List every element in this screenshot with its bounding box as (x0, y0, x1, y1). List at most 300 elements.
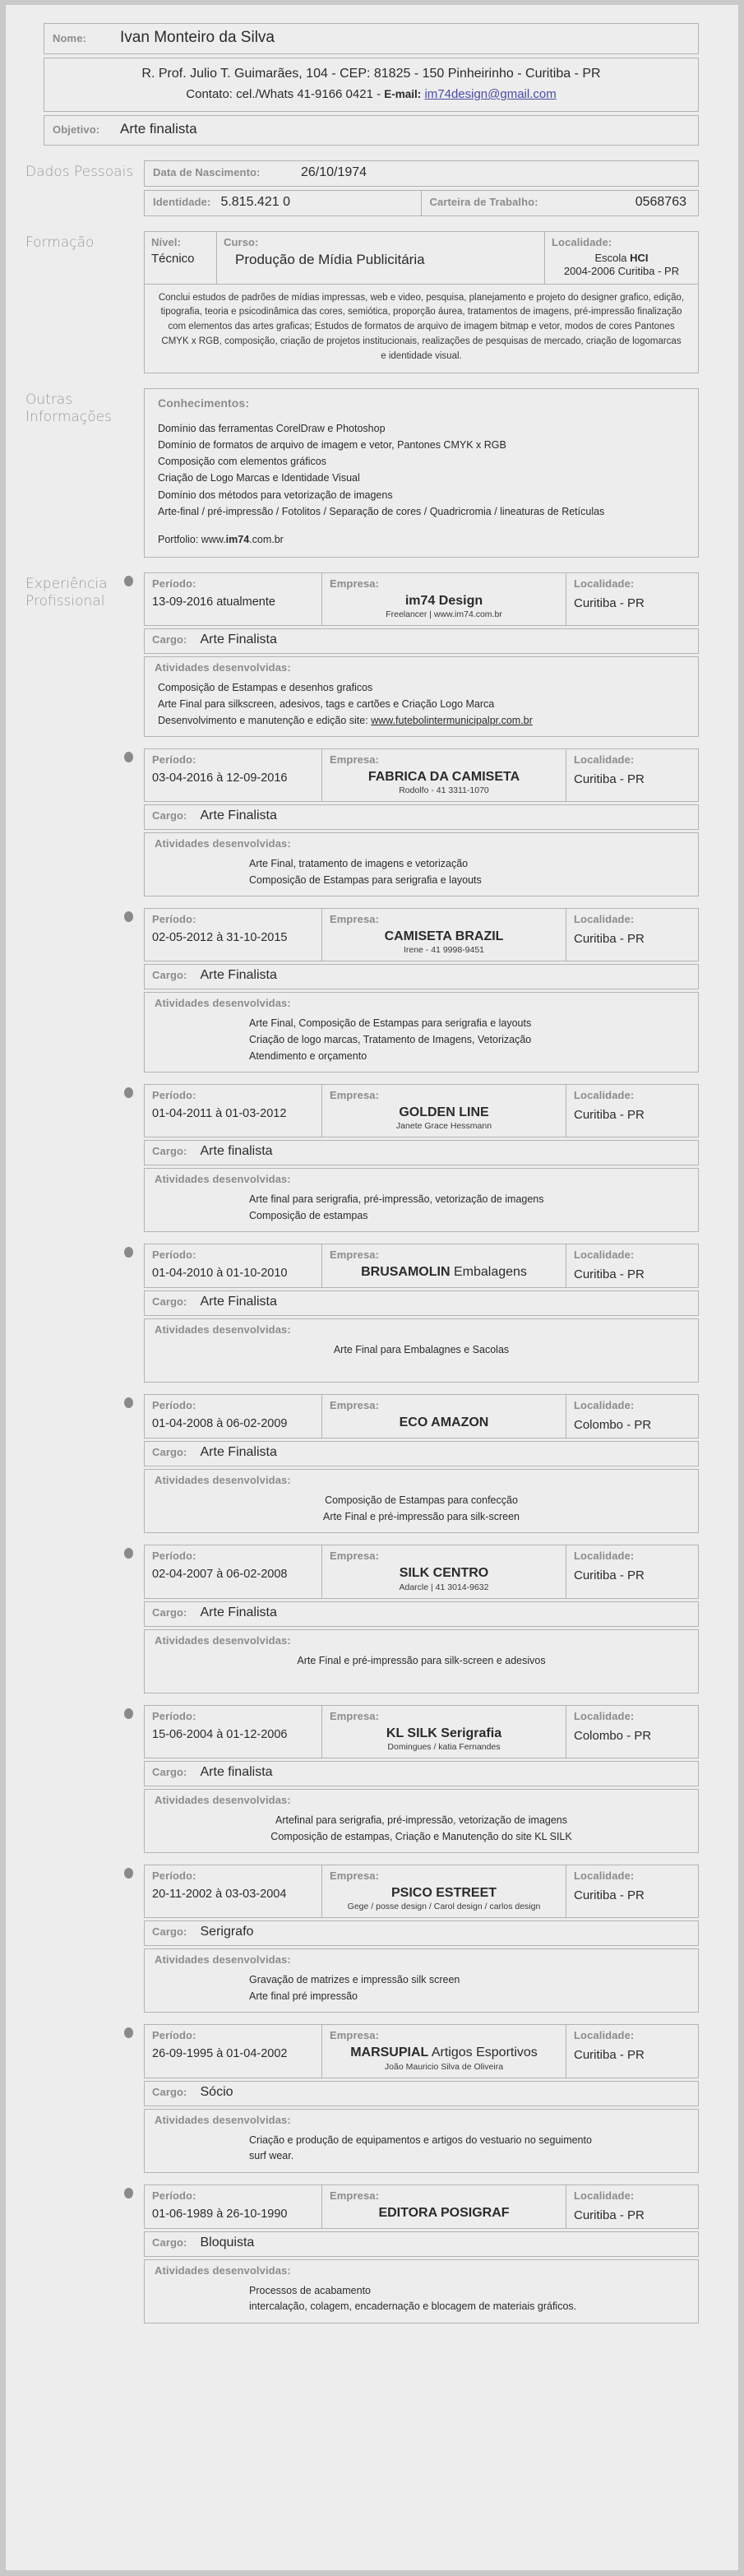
job-header-row (144, 572, 699, 626)
contact-phone-text: Contato: cel./Whats 41-9166 0421 - (186, 87, 385, 101)
job-periodo-cell (145, 573, 322, 625)
periodo-label: Período: (152, 577, 196, 591)
section-dados-pessoais (22, 160, 722, 216)
empresa-label: Empresa: (330, 1869, 380, 1882)
atividades-label: Atividades desenvolvidas: (155, 2263, 291, 2277)
curso-label: Curso: (224, 236, 259, 248)
cargo-label: Cargo: (152, 1145, 187, 1158)
atividades-list (155, 1342, 688, 1359)
activity-line (155, 1342, 688, 1359)
activity-link[interactable]: www.futebolintermunicipalpr.com.br (371, 714, 533, 726)
cargo-value: Arte finalista (200, 1764, 273, 1779)
atividades-label: Atividades desenvolvidas: (155, 661, 291, 674)
periodo-value: 01-04-2011 à 01-03-2012 (152, 1106, 287, 1120)
cargo-label: Cargo: (152, 1605, 187, 1619)
cargo-value: Arte Finalista (200, 808, 277, 823)
job-bullet-icon (124, 2188, 133, 2198)
periodo-value: 01-04-2008 à 06-02-2009 (152, 1417, 288, 1431)
cargo-label: Cargo: (152, 633, 187, 646)
job-cargo-row (144, 2081, 699, 2106)
activity-text: Composição de Estampas para confecção (325, 1494, 518, 1507)
activity-line (155, 1653, 688, 1670)
activity-line (155, 1493, 688, 1509)
address-line: R. Prof. Julio T. Guimarães, 104 - CEP: 81825 - 150 Pinheirinho - Curitiba - PR (141, 67, 601, 81)
job-entry (144, 1394, 699, 1533)
empresa-label: Empresa: (330, 2189, 380, 2202)
periodo-label: Período: (152, 753, 196, 766)
cargo-value: Serigrafo (200, 1925, 254, 1939)
localidade-value: Curitiba - PR (574, 1568, 645, 1583)
job-localidade-cell (566, 1545, 698, 1597)
identity-row (144, 190, 699, 216)
job-entry (144, 1865, 699, 2013)
job-entry (144, 1545, 699, 1693)
periodo-value: 15-06-2004 à 01-12-2006 (152, 1727, 288, 1741)
job-bullet-icon (124, 1247, 133, 1258)
localidade-label: Localidade: (574, 1088, 635, 1101)
job-header-row (144, 1705, 699, 1758)
birth-value: 26/10/1974 (301, 165, 367, 179)
localidade-label: Localidade: (574, 1709, 635, 1722)
activity-line (249, 1972, 688, 1989)
job-atividades-row (144, 1789, 699, 1853)
job-localidade-cell (566, 1085, 698, 1137)
job-entry (144, 2024, 699, 2172)
cargo-label: Cargo: (152, 1925, 187, 1939)
conhecimento-item: Domínio das ferramentas CorelDraw e Photoshop (158, 422, 386, 434)
portfolio-domain: im74 (225, 534, 250, 546)
experiencia-job-list (144, 572, 722, 2335)
activity-line (249, 2133, 688, 2149)
job-atividades-row (144, 832, 699, 897)
curso-cell (217, 232, 545, 284)
empresa-name (330, 591, 558, 609)
activity-text: Arte Final, tratamento de imagens e vetorização (249, 858, 469, 870)
conhecimentos-title: Conhecimentos: (158, 396, 250, 410)
periodo-label: Período: (152, 1709, 196, 1722)
formacao-description: Conclui estudos de padrões de mídias impressas, web e video, pesquisa, planejamento e projeto do designer grafico, edição, tipografia, teoria e psicodinâmica das cores, semiótica, proporção áurea, tratamentos de imagens, pré-impressão finalização com elementos das artes graficas; Estudos de formatos de arquivo de imagem bitmap e vetor, modos de cores Pantones CMYK x RGB, composição, criação de projetos institucionais, realizações de pesquisas de mercado, criação de logomarcas e identidade visual. (158, 292, 685, 361)
job-periodo-cell (145, 749, 322, 801)
job-localidade-cell (566, 1865, 698, 1917)
formacao-header-row (145, 232, 698, 285)
job-periodo-cell (145, 1865, 322, 1917)
activity-text: Desenvolvimento e manutenção e edição site: (158, 714, 372, 726)
activity-text: Atendimento e orçamento (249, 1049, 367, 1062)
cargo-value: Arte Finalista (200, 968, 277, 983)
dados-pessoais-body (144, 160, 722, 216)
section-outras-informacoes (22, 388, 722, 558)
job-empresa-cell (322, 1706, 566, 1758)
empresa-contact: Domingues / katia Fernandes (387, 1741, 501, 1752)
work-card-cell (422, 191, 699, 215)
job-periodo-cell (145, 2185, 322, 2228)
empresa-contact: Adarcle | 41 3014-9632 (399, 1582, 489, 1592)
formacao-caption: Formação (25, 234, 95, 251)
job-localidade-cell (566, 1706, 698, 1758)
activity-line (249, 1032, 688, 1049)
activity-text: Criação e produção de equipamentos e artigos do vestuario no seguimento (249, 2134, 592, 2146)
empresa-name (330, 1883, 558, 1901)
job-localidade-cell (566, 2185, 698, 2228)
job-header-row (144, 748, 699, 802)
cargo-value: Sócio (200, 2084, 233, 2099)
activity-line (155, 1829, 688, 1846)
localidade-label: Localidade: (574, 2189, 635, 2202)
experiencia-caption-line2: Profissional (25, 593, 105, 610)
formacao-localidade-cell (545, 232, 698, 284)
conhecimentos-list (158, 420, 686, 521)
contact-line (54, 87, 688, 101)
job-localidade-cell (566, 1395, 698, 1438)
job-cargo-row (144, 1441, 699, 1466)
atividades-list (155, 1016, 688, 1064)
atividades-list (155, 1192, 688, 1225)
activity-text: Arte final pré impressão (249, 1990, 358, 2003)
conhecimento-item: Domínio de formatos de arquivo de imagem e vetor, Pantones CMYK x RGB (158, 438, 506, 451)
cargo-label: Cargo: (152, 2235, 187, 2249)
job-periodo-cell (145, 1545, 322, 1597)
school-period: 2004-2006 Curitiba - PR (563, 265, 680, 278)
localidade-value: Curitiba - PR (574, 1267, 645, 1282)
empresa-contact: Rodolfo - 41 3311-1070 (399, 785, 489, 796)
periodo-value: 26-09-1995 à 01-04-2002 (152, 2047, 288, 2061)
job-cargo-row (144, 628, 699, 654)
portfolio-suffix: .com.br (249, 534, 284, 546)
job-empresa-cell (322, 909, 566, 961)
job-header-row (144, 1545, 699, 1598)
activity-line (249, 1192, 688, 1208)
localidade-value: Curitiba - PR (574, 1888, 645, 1902)
job-entry (144, 748, 699, 897)
empresa-label: Empresa: (330, 1709, 380, 1722)
job-header-row (144, 2024, 699, 2078)
activity-text: Composição de estampas (249, 1209, 368, 1221)
periodo-label: Período: (152, 2029, 196, 2042)
job-atividades-row (144, 1948, 699, 2013)
atividades-list (155, 1813, 688, 1846)
activity-line (158, 680, 688, 697)
periodo-value: 01-04-2010 à 01-10-2010 (152, 1267, 288, 1281)
empresa-contact: Freelancer | www.im74.com.br (386, 609, 502, 620)
job-empresa-cell (322, 1085, 566, 1137)
atividades-label: Atividades desenvolvidas: (155, 1474, 291, 1487)
job-cargo-row (144, 1140, 699, 1165)
job-entry (144, 572, 699, 737)
atividades-list (155, 2133, 688, 2166)
periodo-value: 02-04-2007 à 06-02-2008 (152, 1568, 288, 1582)
cargo-label: Cargo: (152, 2085, 187, 2098)
outras-informacoes-body (144, 388, 722, 558)
activity-text: surf wear. (249, 2150, 294, 2162)
empresa-name (330, 767, 558, 785)
empresa-contact: João Mauricio Silva de Oliveira (384, 2061, 504, 2072)
job-bullet-icon (124, 911, 133, 922)
cargo-label: Cargo: (152, 809, 187, 822)
activity-line (249, 1208, 688, 1225)
job-cargo-row (144, 1761, 699, 1786)
job-periodo-cell (145, 1395, 322, 1438)
job-atividades-row (144, 2109, 699, 2173)
activity-text: Arte Final para Embalagnes e Sacolas (333, 1344, 510, 1356)
cargo-value: Arte Finalista (200, 1295, 277, 1309)
activity-line (249, 2283, 688, 2300)
job-localidade-cell (566, 909, 698, 961)
school-prefix: Escola (594, 252, 631, 264)
job-header-row (144, 1865, 699, 1918)
periodo-label: Período: (152, 1249, 196, 1262)
localidade-value: Curitiba - PR (574, 2208, 645, 2222)
work-card-value: 0568763 (635, 195, 686, 209)
activity-text: Composição de Estampas e desenhos graficos (158, 682, 373, 694)
job-localidade-cell (566, 573, 698, 625)
job-entry (144, 908, 699, 1073)
empresa-contact: Janete Grace Hessmann (395, 1121, 492, 1132)
job-atividades-row (144, 1168, 699, 1232)
school-name: HCI (630, 252, 649, 264)
atividades-label: Atividades desenvolvidas: (155, 1323, 291, 1337)
job-cargo-row (144, 1290, 699, 1316)
localidade-value: Colombo - PR (574, 1418, 652, 1433)
activity-text: Composição de Estampas para serigrafia e layouts (249, 873, 482, 886)
job-bullet-icon (124, 1548, 133, 1559)
address-block (44, 58, 699, 112)
job-header-row (144, 1244, 699, 1288)
job-empresa-cell (322, 2185, 566, 2228)
empresa-label: Empresa: (330, 2029, 380, 2042)
activity-text: Composição de estampas, Criação e Manutenção do site KL SILK (270, 1830, 572, 1842)
job-empresa-cell (322, 1865, 566, 1917)
periodo-value: 01-06-1989 à 26-10-1990 (152, 2207, 288, 2221)
empresa-name-bold: FABRICA DA CAMISETA (367, 769, 520, 784)
formacao-box (144, 231, 699, 373)
job-empresa-cell (322, 1244, 566, 1287)
cargo-label: Cargo: (152, 1446, 187, 1459)
job-atividades-row (144, 2259, 699, 2323)
experiencia-caption-line1: Experiência (25, 576, 108, 593)
empresa-label: Empresa: (330, 1550, 380, 1563)
activity-text: Arte Final para silkscreen, adesivos, tags e cartões e Criação Logo Marca (158, 698, 495, 711)
localidade-label: Localidade: (574, 577, 635, 591)
localidade-label: Localidade: (574, 2029, 635, 2042)
periodo-value: 20-11-2002 à 03-03-2004 (152, 1887, 287, 1901)
cargo-value: Bloquista (200, 2235, 255, 2249)
job-header-row (144, 1394, 699, 1439)
section-formacao (22, 231, 722, 373)
periodo-label: Período: (152, 1088, 196, 1101)
activity-line (249, 1049, 688, 1065)
activity-line (249, 2299, 688, 2315)
curso-value: Produção de Mídia Publicitária (235, 252, 425, 267)
job-periodo-cell (145, 2025, 322, 2077)
job-bullet-icon (124, 576, 133, 586)
portfolio-line (158, 534, 686, 545)
objective-row (44, 115, 699, 146)
atividades-label: Atividades desenvolvidas: (155, 1793, 291, 1806)
cargo-label: Cargo: (152, 1765, 187, 1778)
periodo-label: Período: (152, 1399, 196, 1412)
empresa-name (330, 1564, 558, 1581)
atividades-list (155, 2283, 688, 2316)
empresa-name-thin: Embalagens (450, 1265, 527, 1280)
activity-text: Arte Final e pré-impressão para silk-screen e adesivos (297, 1654, 546, 1666)
formacao-body (144, 231, 722, 373)
periodo-value: 13-09-2016 atualmente (152, 595, 275, 609)
empresa-label: Empresa: (330, 577, 380, 591)
job-bullet-icon (124, 1087, 133, 1098)
empresa-name-bold: EDITORA POSIGRAF (378, 2205, 510, 2220)
activity-line (249, 856, 688, 873)
empresa-name (330, 2203, 558, 2221)
email-link[interactable]: im74design@gmail.com (424, 87, 557, 101)
activity-line (155, 1509, 688, 1526)
job-header-row (144, 1084, 699, 1137)
job-localidade-cell (566, 749, 698, 801)
dados-pessoais-caption: Dados Pessoais (25, 164, 134, 180)
nivel-value: Técnico (151, 252, 195, 266)
atividades-label: Atividades desenvolvidas: (155, 1953, 291, 1967)
job-bullet-icon (124, 1868, 133, 1879)
nivel-cell (145, 232, 217, 284)
job-empresa-cell (322, 749, 566, 801)
empresa-label: Empresa: (330, 913, 380, 926)
identity-value: 5.815.421 0 (220, 195, 290, 209)
job-entry (144, 1244, 699, 1383)
name-row (44, 23, 699, 54)
outras-caption-line1: Outras (25, 391, 73, 408)
job-cargo-row (144, 1920, 699, 1946)
empresa-name-bold: ECO AMAZON (399, 1415, 489, 1430)
job-periodo-cell (145, 1706, 322, 1758)
periodo-value: 02-05-2012 à 31-10-2015 (152, 931, 288, 945)
atividades-list (155, 1493, 688, 1526)
job-cargo-row (144, 2231, 699, 2257)
empresa-contact: Irene - 41 9998-9451 (403, 945, 485, 956)
name-value: Ivan Monteiro da Silva (120, 29, 275, 46)
birth-row (144, 160, 699, 187)
job-atividades-row (144, 992, 699, 1072)
empresa-name-bold: MARSUPIAL (350, 2046, 429, 2060)
cargo-value: Arte Finalista (200, 1605, 277, 1619)
atividades-list (155, 856, 688, 889)
job-cargo-row (144, 1601, 699, 1627)
cargo-value: Arte Finalista (200, 632, 277, 647)
empresa-name (330, 1103, 558, 1120)
objective-value: Arte finalista (120, 121, 197, 137)
job-periodo-cell (145, 1244, 322, 1287)
empresa-label: Empresa: (330, 753, 380, 766)
activity-line (249, 1989, 688, 2005)
cargo-label: Cargo: (152, 1295, 187, 1309)
formacao-localidade-value (552, 250, 691, 279)
job-periodo-cell (145, 1085, 322, 1137)
job-periodo-cell (145, 909, 322, 961)
activity-line (155, 1813, 688, 1829)
formacao-localidade-label: Localidade: (552, 236, 612, 248)
activity-line (249, 2148, 688, 2165)
empresa-name-bold: im74 Design (404, 594, 483, 609)
atividades-label: Atividades desenvolvidas: (155, 2113, 291, 2126)
periodo-label: Período: (152, 1550, 196, 1563)
empresa-label: Empresa: (330, 1249, 380, 1262)
periodo-value: 03-04-2016 à 12-09-2016 (152, 771, 288, 785)
job-empresa-cell (322, 2025, 566, 2077)
conhecimento-item: Criação de Logo Marcas e Identidade Visual (158, 472, 360, 484)
periodo-label: Período: (152, 913, 196, 926)
empresa-name-bold: CAMISETA BRAZIL (384, 929, 504, 944)
localidade-label: Localidade: (574, 1399, 635, 1412)
identity-cell (145, 191, 422, 215)
conhecimento-item: Domínio dos métodos para vetorização de imagens (158, 489, 393, 501)
portfolio-label: Portfolio: www. (158, 534, 226, 546)
job-atividades-row (144, 656, 699, 736)
job-entry (144, 1084, 699, 1232)
nivel-label: Nível: (151, 236, 182, 248)
activity-text: intercalação, colagem, encadernação e blocagem de materiais gráficos. (249, 2300, 577, 2313)
atividades-list (155, 1653, 688, 1670)
localidade-label: Localidade: (574, 1869, 635, 1882)
job-bullet-icon (124, 2027, 133, 2038)
localidade-value: Colombo - PR (574, 1728, 652, 1743)
localidade-value: Curitiba - PR (574, 771, 645, 786)
cargo-label: Cargo: (152, 969, 187, 982)
empresa-name (330, 2043, 558, 2060)
empresa-name (330, 1263, 558, 1280)
activity-line (249, 873, 688, 889)
outras-caption-line2: Informações (25, 408, 112, 425)
cargo-value: Arte Finalista (200, 1445, 277, 1460)
activity-text: Arte Final e pré-impressão para silk-screen (323, 1510, 520, 1522)
atividades-label: Atividades desenvolvidas: (155, 837, 291, 850)
localidade-value: Curitiba - PR (574, 932, 645, 947)
job-empresa-cell (322, 573, 566, 625)
localidade-value: Curitiba - PR (574, 2048, 645, 2063)
objective-label: Objetivo: (53, 123, 100, 136)
outras-informacoes-caption (22, 388, 144, 427)
activity-text: Criação de logo marcas, Tratamento de Imagens, Vetorização (249, 1034, 532, 1046)
localidade-value: Curitiba - PR (574, 1107, 645, 1122)
job-empresa-cell (322, 1395, 566, 1438)
header-block (44, 23, 699, 146)
empresa-label: Empresa: (330, 1399, 380, 1412)
section-experiencia-profissional (22, 572, 722, 2335)
empresa-name (330, 1413, 558, 1430)
activity-line (249, 1016, 688, 1032)
periodo-label: Período: (152, 2189, 196, 2202)
job-localidade-cell (566, 1244, 698, 1287)
job-cargo-row (144, 804, 699, 830)
job-header-row (144, 908, 699, 961)
job-header-row (144, 2185, 699, 2229)
localidade-label: Localidade: (574, 1550, 635, 1563)
periodo-label: Período: (152, 1869, 196, 1882)
empresa-name-bold: PSICO ESTREET (390, 1885, 497, 1900)
empresa-name (330, 1724, 558, 1741)
empresa-name-bold: GOLDEN LINE (399, 1105, 489, 1119)
activity-line (158, 697, 688, 713)
conhecimento-item: Arte-final / pré-impressão / Fotolitos / Separação de cores / Quadricromia / lineaturas de Retículas (158, 505, 605, 517)
job-bullet-icon (124, 752, 133, 762)
job-empresa-cell (322, 1545, 566, 1597)
conhecimento-item: Composição com elementos gráficos (158, 456, 326, 468)
activity-text: Gravação de matrizes e impressão silk screen (249, 1974, 460, 1986)
activity-text: Artefinal para serigrafia, pré-impressão, vetorização de imagens (275, 1814, 568, 1826)
empresa-name (330, 927, 558, 944)
email-label: E-mail: (384, 88, 422, 100)
activity-line (158, 713, 688, 730)
activity-text: Arte Final, Composição de Estampas para serigrafia e layouts (249, 1017, 532, 1030)
atividades-list (155, 680, 688, 729)
atividades-label: Atividades desenvolvidas: (155, 1173, 291, 1186)
